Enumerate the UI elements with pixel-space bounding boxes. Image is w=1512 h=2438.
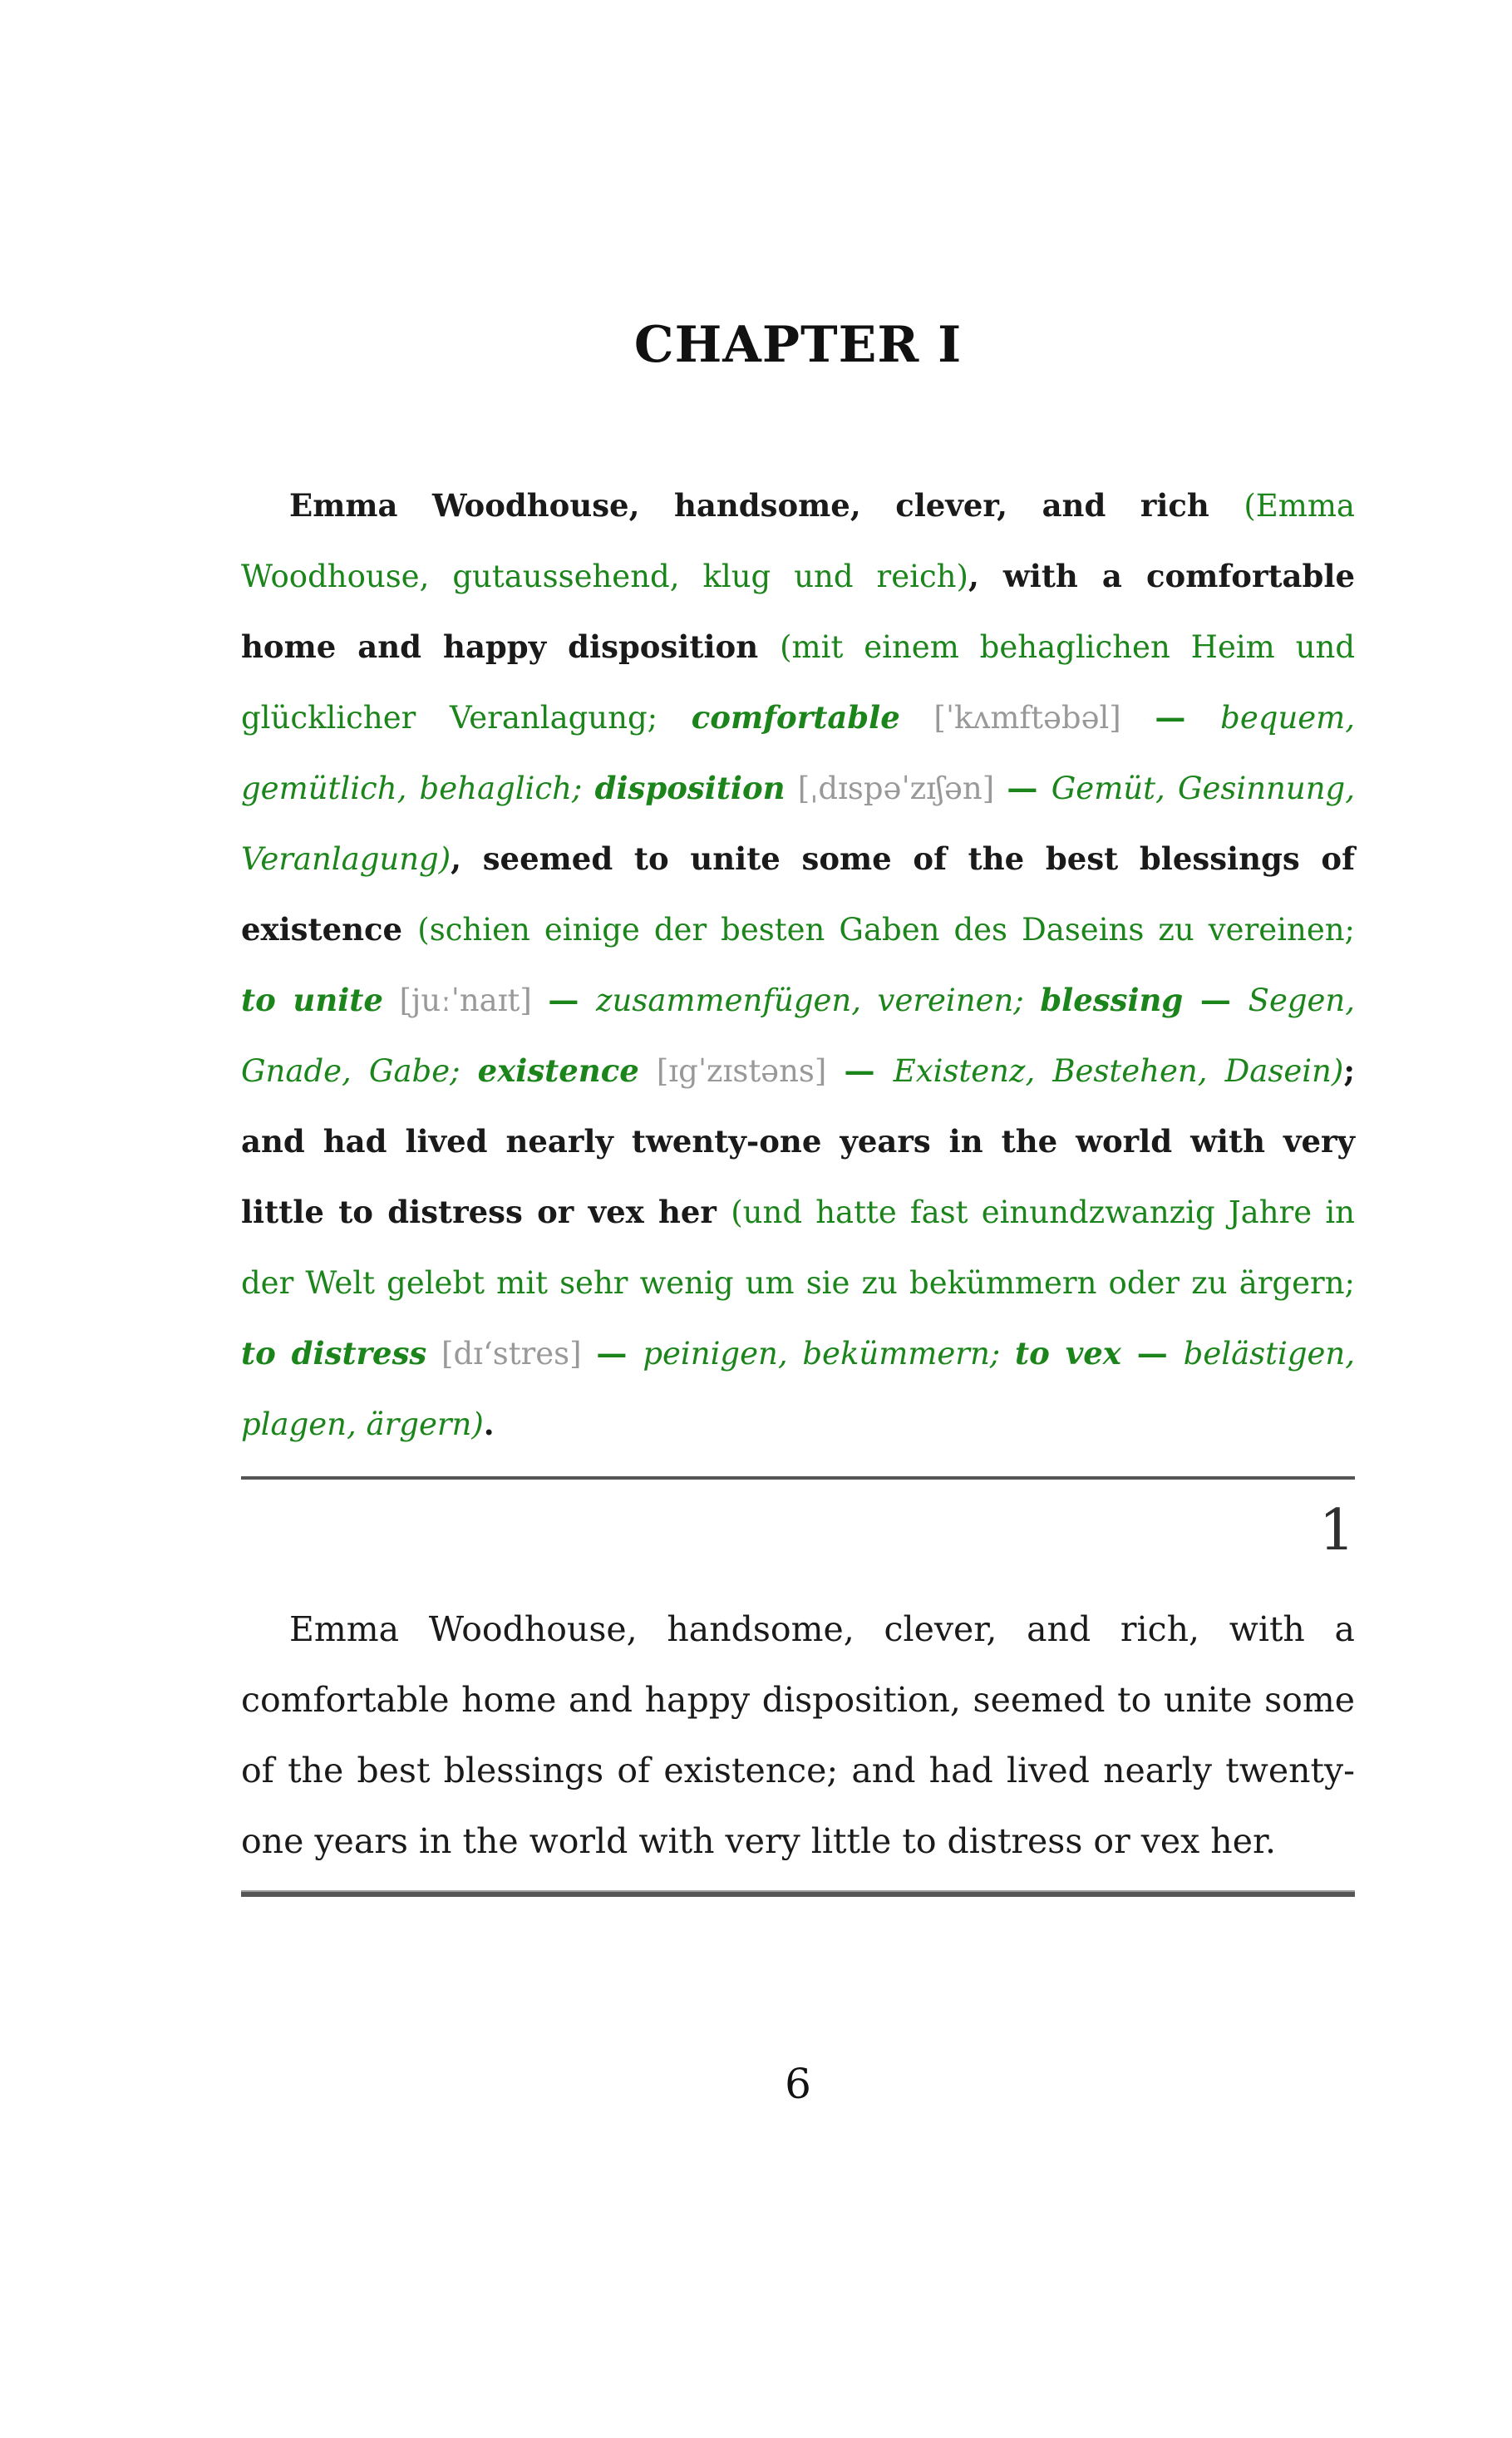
text-run-ipa: [ˈkʌmftəbəl] xyxy=(899,700,1155,736)
text-run-dash: — xyxy=(596,1335,643,1372)
original-paragraph: Emma Woodhouse, handsome, clever, and rich, with a comfortable home and happy disposition, seemed to unite some of the best blessings of existence; and had lived nearly twenty-one years in the world with very little to distress or vex her. xyxy=(241,1609,1355,1861)
text-run-dash: — xyxy=(844,1052,894,1089)
text-run-dei: peinigen, bekümmern; xyxy=(643,1336,1016,1372)
text-run-term: blessing xyxy=(1040,982,1184,1018)
text-run-ipa: [juːˈnaɪt] xyxy=(382,983,549,1018)
text-run-term: disposition xyxy=(594,770,786,806)
text-run-dei: Gemüt, Gesinnung, Veranlagung) xyxy=(241,771,1355,877)
text-run-en: , seemed to unite some of the best blessings of existence xyxy=(241,840,1355,948)
text-run-dei: belästigen, plagen, ärgern) xyxy=(241,1336,1355,1442)
text-run-term: existence xyxy=(477,1052,639,1089)
text-run-en: . xyxy=(483,1406,495,1442)
text-run-dash: — xyxy=(548,982,597,1018)
chapter-title: CHAPTER I xyxy=(633,316,963,374)
text-run-en: ; and had lived nearly twenty-one years in the world with very little to distress or vex her xyxy=(241,1052,1355,1230)
footer-divider xyxy=(241,1890,1355,1897)
text-run-en: , with a comfortable home and happy disposition xyxy=(241,558,1355,665)
text-run-dash: — xyxy=(1155,699,1221,736)
text-run-term: comfortable xyxy=(691,699,900,736)
text-run-dash: — xyxy=(1183,982,1249,1018)
text-run-term: to unite xyxy=(241,982,383,1018)
section-divider xyxy=(241,1476,1355,1480)
text-run-term: to vex xyxy=(1015,1335,1121,1372)
text-run-dei: zusammenfügen, vereinen; xyxy=(596,983,1041,1018)
text-run-term: to distress xyxy=(241,1335,427,1372)
text-run-de: (mit einem behaglichen Heim und glücklicher Veranlagung; xyxy=(241,629,1355,736)
text-run-dash: — xyxy=(1007,770,1052,806)
text-run-dei: Segen, Gnade, Gabe; xyxy=(241,983,1356,1089)
text-run-de: (Emma Woodhouse, gutaussehend, klug und reich) xyxy=(241,488,1355,594)
study-paragraph xyxy=(241,470,1355,1460)
page-content xyxy=(241,316,1356,2108)
text-run-ipa: [dɪ‘stres] xyxy=(426,1336,597,1372)
text-run-de: (und hatte fast einundzwanzig Jahre in der Welt gelebt mit sehr wenig um sie zu bekümmern oder zu ärgern; xyxy=(241,1194,1355,1301)
text-run-dei: Existenz, Bestehen, Dasein) xyxy=(893,1053,1344,1089)
section-number: 1 xyxy=(1318,1498,1355,1564)
text-run-ipa: [ˌdɪspəˈzɪʃən] xyxy=(785,771,1007,806)
text-run-dash: — xyxy=(1120,1335,1184,1372)
book-page xyxy=(0,318,1512,2438)
text-run-en: Emma Woodhouse, handsome, clever, and rich xyxy=(289,487,1244,524)
text-run-dei: bequem, gemütlich, behaglich; xyxy=(241,700,1356,806)
text-run-de: (schien einige der besten Gaben des Daseins zu vereinen; xyxy=(417,912,1356,948)
text-run-ipa: [ɪgˈzɪstəns] xyxy=(638,1053,845,1089)
page-number: 6 xyxy=(785,2060,811,2108)
